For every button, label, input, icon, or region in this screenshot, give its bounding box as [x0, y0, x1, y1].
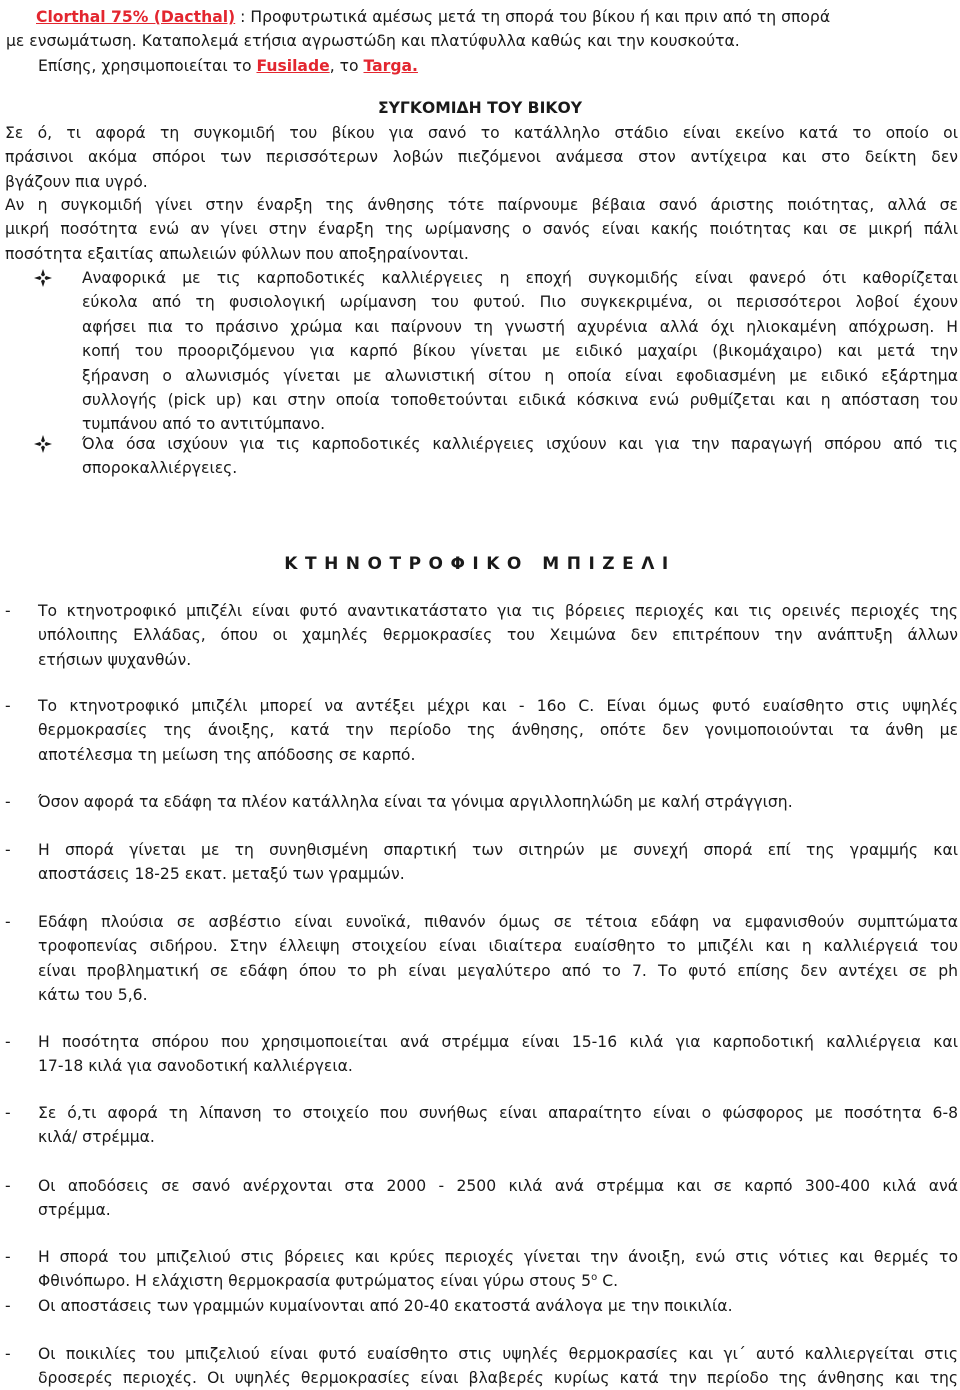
dash-marker: -	[5, 697, 11, 715]
dash-marker: -	[5, 793, 11, 811]
item-text	[38, 838, 958, 887]
item-line: Οι ποικιλίες του μπιζελιού είναι φυτό ευαίσθητο στις υψηλές θερμοκρασίες και γι΄ αυτό καλλιεργείται στις	[38, 1345, 958, 1363]
bullet-line: τυμπάνου από το αντιτύμπανο.	[82, 415, 326, 434]
intro-paragraph	[6, 5, 958, 78]
item-text	[38, 1294, 958, 1318]
item-line: 17-18 κιλά για σανοδοτική καλλιέργεια.	[38, 1057, 353, 1076]
bullet-line: συλλογής (pick up) και στην οποία τοποθετούνται ειδικά κόσκινα ενώ ρυθμίζεται και η απόσταση του	[82, 391, 958, 410]
item-line: Οι αποστάσεις των γραμμών κυμαίνονται από 20-40 εκατοστά ανάλογα με την ποικιλία.	[38, 1297, 733, 1315]
bullet-line: αφήσει πια το πράσινο χρώμα και παίρνουν τη γνωστή αχυρένια αλλά όχι ηλιοκαμένη απόχρωση. Η	[82, 317, 958, 336]
paragraph-harvest-stage	[5, 121, 958, 194]
intro-line-2: με ενσωμάτωση. Καταπολεμά ετήσια αγρωστώδη και πλατύφυλλα καθώς και την κουσκούτα.	[6, 32, 740, 51]
paragraph-line: πράσινοι ακόμα σπόροι των περισσότερων λοβών πιεζόμενοι ανάμεσα στον αντίχειρα και στο δείκτη δεν	[5, 148, 958, 167]
dash-marker: -	[5, 1033, 11, 1051]
dash-marker: -	[5, 602, 11, 620]
paragraph-line: βγάζουν πια υγρό.	[5, 172, 148, 191]
fusilade-link[interactable]: Fusilade	[256, 56, 330, 75]
item-line: Σε ό,τι αφορά τη λίπανση το στοιχείο που συνήθως είναι απαραίτητο είναι ο φώσφορος με ποσότητα 6-8	[38, 1104, 958, 1122]
bullet-line: Όλα όσα ισχύουν για τις καρποδοτικές καλλιέργειες ισχύουν και για την παραγωγή σπόρου από τις	[82, 435, 958, 453]
item-text	[38, 694, 958, 767]
item-line: ετήσιων ψυχανθών.	[38, 650, 192, 669]
section-heading-fodder-pea: ΚΤΗΝΟΤΡΟΦΙΚΟ ΜΠΙΖΕΛΙ	[284, 554, 676, 574]
bullet-line: ξήρανση ο αλωνισμός γίνεται με αλωνιστική σίτου η οποία είναι εφοδιασμένη με ειδικό εξάρτημα	[82, 366, 958, 385]
item-text-run: Φθινόπωρο. Η ελάχιστη θερμοκρασία φυτρώματος είναι γύρω στους 5	[38, 1272, 592, 1291]
item-line: δροσερές περιοχές. Οι υψηλές θερμοκρασίες είναι βλαβερές κυρίως κατά την περίοδο της άνθησης και της	[38, 1369, 958, 1388]
item-text-run: C.	[597, 1272, 619, 1291]
diamond-bullet-icon	[34, 432, 52, 456]
paragraph-line: Σε ό, τι αφορά τη συγκομιδή του βίκου για σανό το κατάλληλο στάδιο είναι εκείνο κατά το οποίο οι	[5, 124, 958, 142]
item-line	[38, 1269, 958, 1293]
item-text	[38, 1245, 958, 1294]
item-text	[38, 1101, 958, 1150]
item-text	[38, 790, 958, 814]
item-line: Όσον αφορά τα εδάφη τα πλέον κατάλληλα είναι τα γόνιμα αργιλλοπηλώδη με καλή στράγγιση.	[38, 793, 793, 811]
bullet-line: εύκολα από τη φυσιολογική ωρίμανση του φυτού. Πιο συγκεκριμένα, οι περισσότεροι λοβοί έχουν	[82, 293, 958, 312]
section-heading-harvest: ΣΥΓΚΟΜΙΔΗ ΤΟΥ ΒΙΚΟΥ	[377, 99, 583, 117]
item-line: Η ποσότητα σπόρου που χρησιμοποιείται ανά στρέμμα είναι 15-16 κιλά για καρποδοτική καλλιέργεια και	[38, 1033, 958, 1051]
paragraph-harvest-quality	[5, 193, 958, 266]
bullet-line: σποροκαλλιέργειες.	[82, 459, 238, 478]
item-line: Το κτηνοτροφικό μπιζέλι μπορεί να αντέξει μέχρι και - 16ο C. Είναι όμως φυτό ευαίσθητο στις υψηλές	[38, 697, 958, 715]
item-line: Η σπορά γίνεται με τη συνηθισμένη σπαρτική των σιτηρών με συνεχή σπορά επί της γραμμής και	[38, 841, 958, 859]
item-line: θερμοκρασίες της άνοιξης, κατά την περίοδο της άνθησης, οπότε δεν γονιμοποιούνται τα άνθη με	[38, 721, 958, 740]
paragraph-line: Αν η συγκομιδή γίνει στην έναρξη της άνθησης τότε παίρνουμε βέβαια σανό άριστης ποιότητας, αλλά σε	[5, 196, 958, 214]
item-text	[38, 1174, 958, 1223]
dacthal-link[interactable]: Clorthal 75% (Dacthal)	[36, 8, 236, 26]
item-line: κάτω του 5,6.	[38, 986, 148, 1005]
item-line: κιλά/ στρέμμα.	[38, 1128, 155, 1147]
intro-text: Επίσης, χρησιμοποιείται το	[38, 56, 257, 75]
item-line: Το κτηνοτροφικό μπιζέλι είναι φυτό αναντικατάστατο για τις βόρειες περιοχές και τις ορεινές περιοχές της	[38, 602, 958, 620]
targa-link[interactable]: Targa.	[363, 56, 418, 75]
intro-line-3	[38, 54, 958, 78]
paragraph-line: ποσότητα εξαιτίας απωλειών φύλλων που αποξηραίνονται.	[5, 244, 469, 263]
item-text	[38, 910, 958, 1008]
item-line: υπόλοιπης Ελλάδας, όπου οι χαμηλές θερμοκρασίες του Χειμώνα δεν επιτρέπουν την ανάπτυξη άλλων	[38, 626, 958, 645]
bullet-line: Αναφορικά με τις καρποδοτικές καλλιέργειες η εποχή συγκομιδής είναι φανερό ότι καθορίζεται	[82, 269, 958, 287]
item-line: Οι αποδόσεις σε σανό ανέρχονται στα 2000 - 2500 κιλά ανά στρέμμα και σε καρπό 300-400 κιλά ανά	[38, 1177, 958, 1195]
diamond-bullet-icon	[34, 266, 52, 290]
dash-marker: -	[5, 1248, 11, 1266]
item-line: είναι προβληματική σε εδάφη όπου το ph είναι μεγαλύτερο από το 7. Το φυτό επίσης δεν αντέχει σε ph	[38, 961, 958, 980]
bullet-line: κοπή του προοριζόμενου για καρπό βίκου γίνεται με ειδικό μαχαίρι (βικομάχαιρο) και μετά την	[82, 342, 958, 361]
item-line: στρέμμα.	[38, 1201, 111, 1220]
item-text	[38, 1342, 958, 1390]
dash-marker: -	[5, 1177, 11, 1195]
item-line: αποστάσεις 18-25 εκατ. μεταξύ των γραμμών.	[38, 865, 405, 884]
intro-line-1	[36, 5, 958, 29]
item-line: τροφοπενίας σιδήρου. Στην έλλειψη στοιχείου είναι ιδιαίτερα ευαίσθητο το μπιζέλι και η καλλιέργειά του	[38, 937, 958, 956]
item-text	[38, 1030, 958, 1079]
item-line: Εδάφη πλούσια σε ασβέστιο είναι ευνοϊκά, πιθανόν όμως σε τέτοια εδάφη να εμφανισθούν συμπτώματα	[38, 913, 958, 931]
bullet-text	[82, 432, 958, 481]
intro-text: , το	[329, 56, 364, 75]
dash-marker: -	[5, 1104, 11, 1122]
dash-marker: -	[5, 913, 11, 931]
bullet-text	[82, 266, 958, 437]
paragraph-line: μικρή ποσότητα ενώ αν γίνει στην έναρξη της ωρίμανσης ο σανός είναι κακής ποιότητας και σε μικρή πάλι	[5, 220, 958, 239]
item-text	[38, 599, 958, 672]
item-line: Η σπορά του μπιζελιού στις βόρειες και κρύες περιοχές γίνεται την άνοιξη, ενώ στις νότιες και θερμές το	[38, 1248, 958, 1266]
degree-superscript: ο	[591, 1272, 598, 1284]
dash-marker: -	[5, 1297, 11, 1315]
intro-text: : Προφυτρωτικά αμέσως μετά τη σπορά του βίκου ή και πριν από τη σπορά	[235, 8, 831, 26]
dash-marker: -	[5, 1345, 11, 1363]
dash-marker: -	[5, 841, 11, 859]
item-line: αποτέλεσμα τη μείωση της απόδοσης σε καρπό.	[38, 745, 416, 764]
